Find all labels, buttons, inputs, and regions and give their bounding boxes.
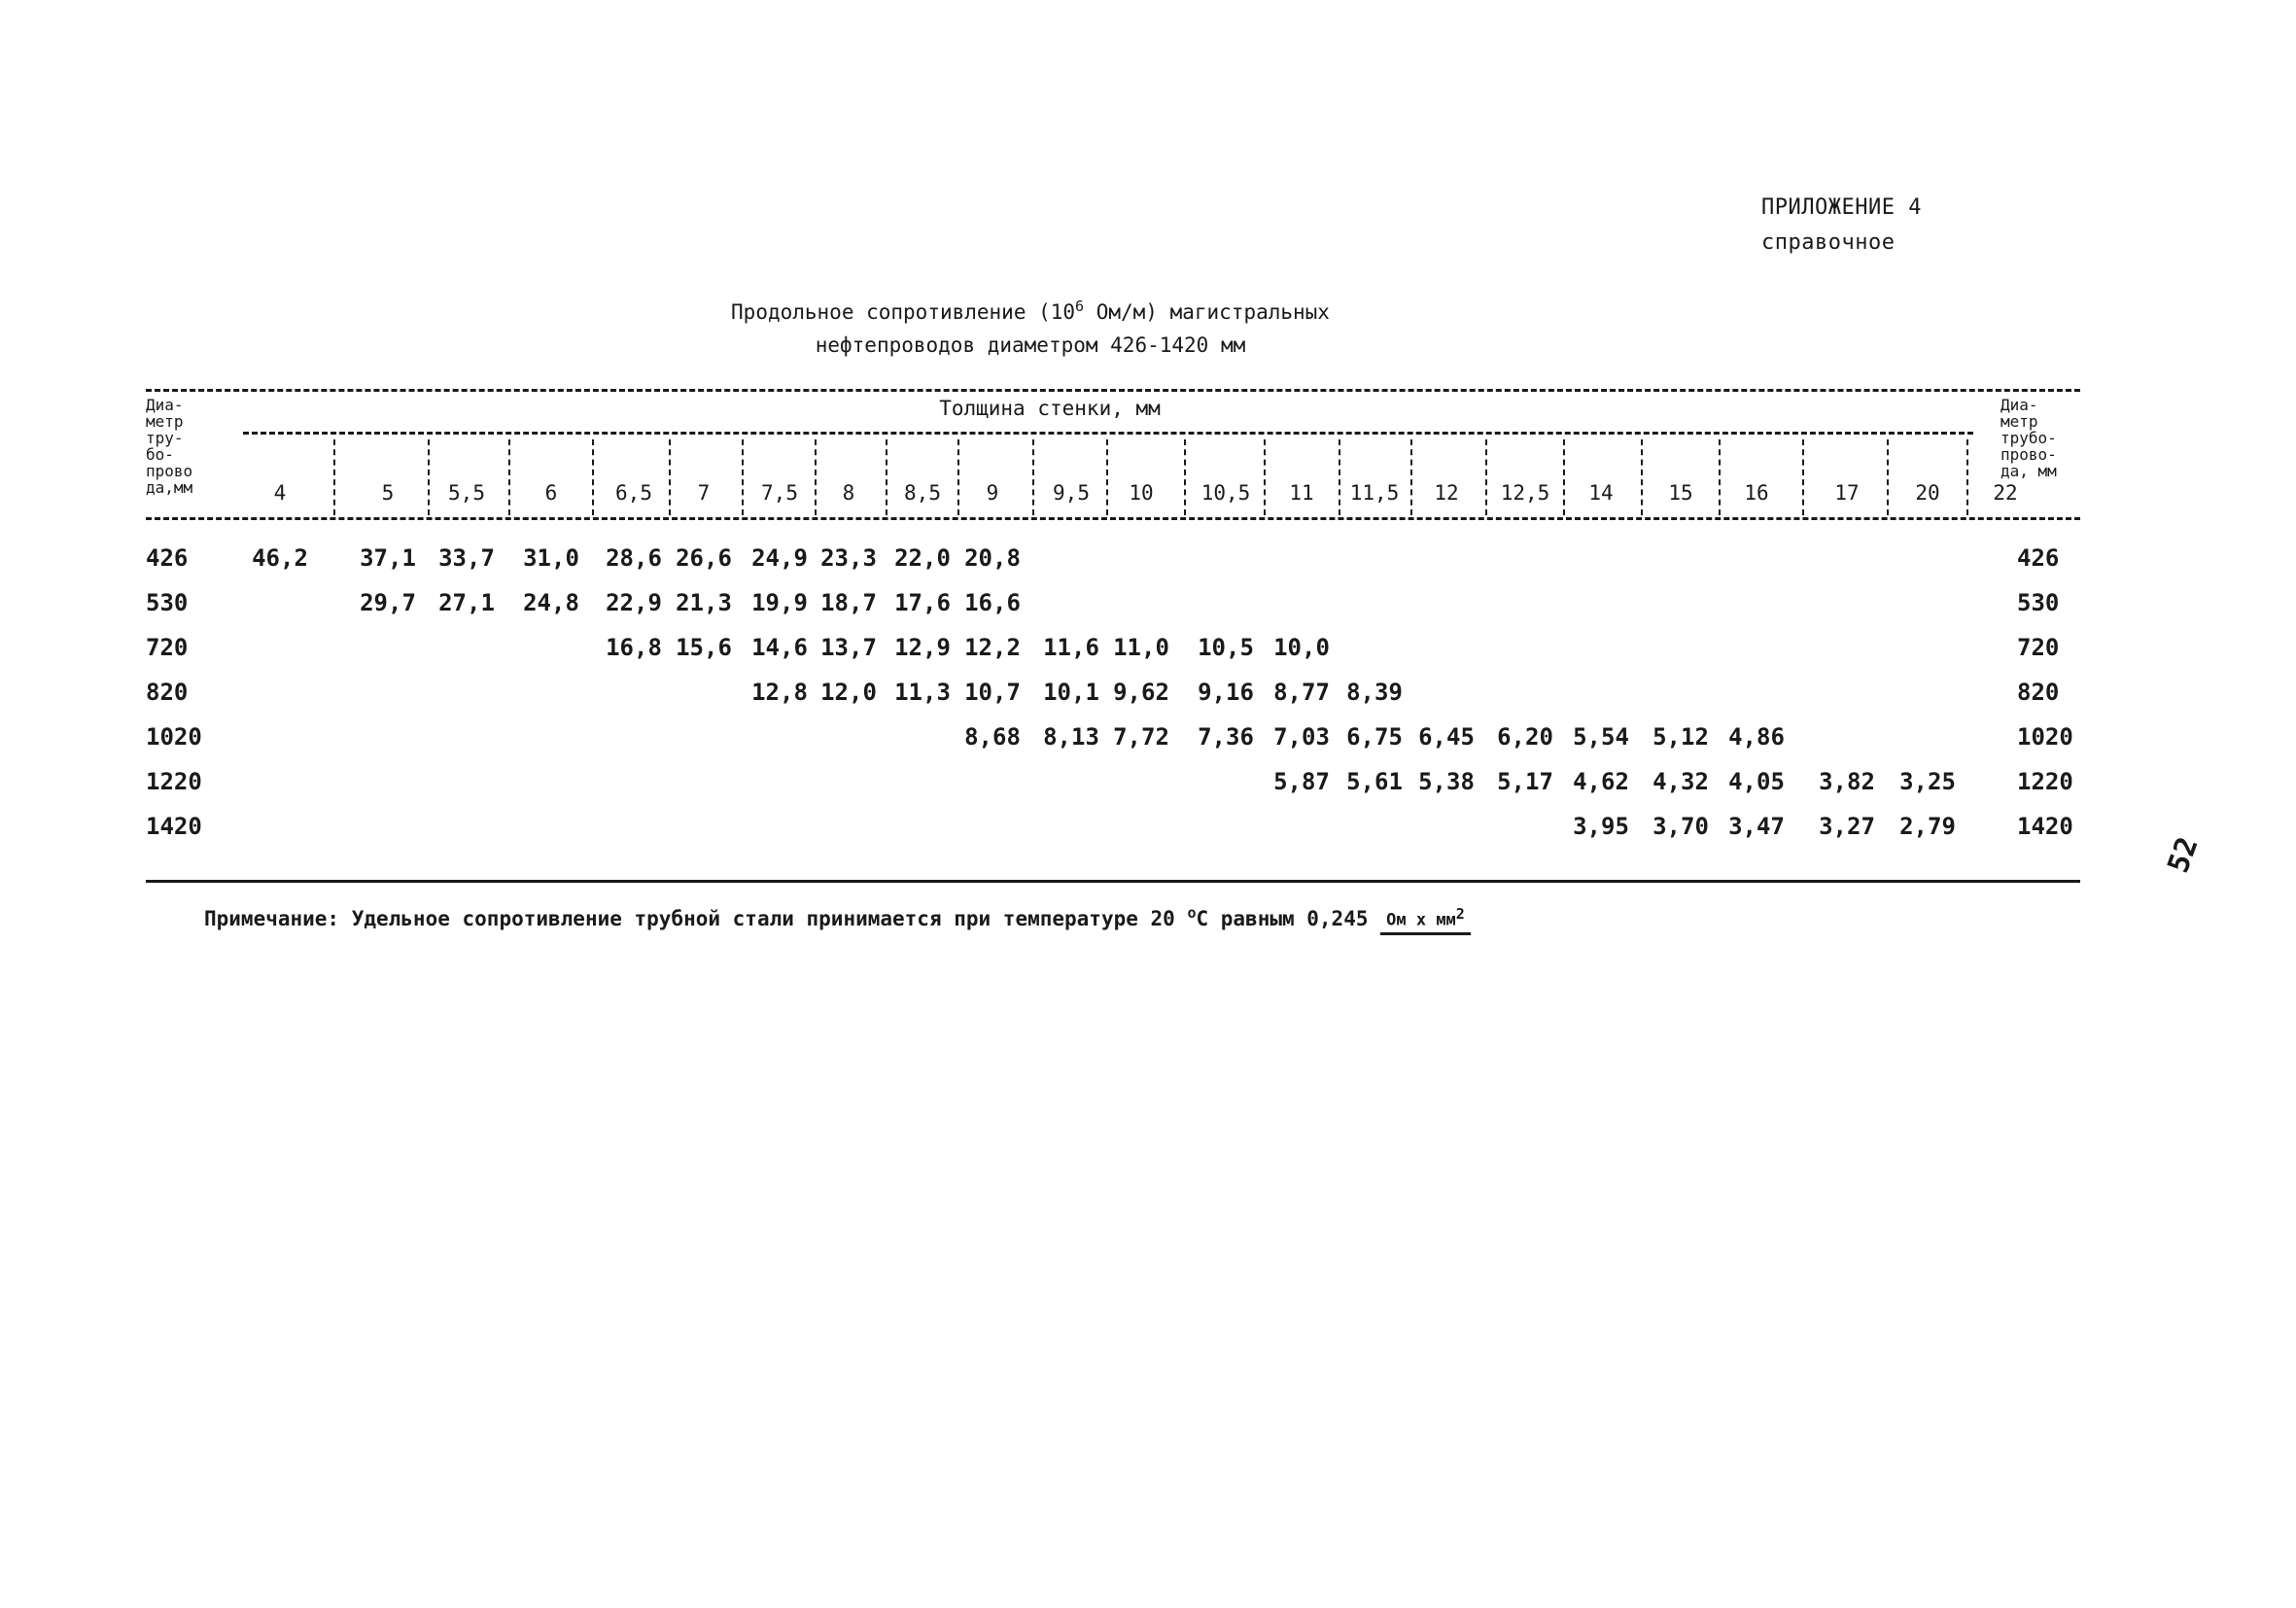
column-header-3: 6	[544, 481, 558, 505]
wall-thickness-header: Толщина стенки, мм	[939, 397, 1161, 420]
table-cell: 19,9	[751, 589, 808, 616]
table-cell: 29,7	[360, 589, 416, 616]
row-diameter-left: 530	[146, 589, 189, 616]
table-top-rule	[146, 389, 2080, 392]
row-diameter-right: 1220	[2017, 768, 2073, 795]
column-header-7: 8	[842, 481, 855, 505]
column-separator	[428, 439, 430, 515]
table-cell: 12,8	[751, 679, 808, 706]
column-separator	[1106, 439, 1108, 515]
column-header-6: 7,5	[761, 481, 798, 505]
note-prefix: Примечание:	[204, 907, 340, 930]
table-cell: 3,82	[1819, 768, 1875, 795]
table-cell: 13,7	[820, 634, 877, 661]
appendix-label	[1761, 191, 1922, 261]
table-cell: 2,79	[1899, 813, 1956, 840]
table-cell: 24,8	[523, 589, 579, 616]
table-cell: 8,68	[964, 723, 1021, 751]
column-header-8: 8,5	[904, 481, 941, 505]
table-cell: 3,70	[1652, 813, 1709, 840]
appendix-number: ПРИЛОЖЕНИЕ 4	[1761, 195, 1922, 220]
table-cell: 18,7	[820, 589, 877, 616]
table-title	[544, 290, 1516, 362]
header-sub-rule	[243, 432, 1973, 435]
table-cell: 8,77	[1273, 679, 1330, 706]
table-cell: 8,13	[1043, 723, 1099, 751]
table-cell: 46,2	[252, 544, 308, 572]
table-cell: 5,61	[1346, 768, 1403, 795]
row-diameter-left: 426	[146, 544, 189, 572]
table-cell: 6,20	[1497, 723, 1553, 751]
table-cell: 5,87	[1273, 768, 1330, 795]
column-header-10: 9,5	[1053, 481, 1090, 505]
column-separator	[1802, 439, 1804, 515]
table-cell: 17,6	[894, 589, 951, 616]
table-cell: 37,1	[360, 544, 416, 572]
column-header-4: 6,5	[615, 481, 652, 505]
row-diameter-right: 426	[2017, 544, 2060, 572]
column-separator	[1410, 439, 1412, 515]
table-cell: 5,54	[1573, 723, 1629, 751]
table-cell: 10,1	[1043, 679, 1099, 706]
row-diameter-left: 1020	[146, 723, 202, 751]
column-separator	[1485, 439, 1487, 515]
table-cell: 26,6	[676, 544, 732, 572]
table-cell: 12,9	[894, 634, 951, 661]
row-diameter-right: 1420	[2017, 813, 2073, 840]
row-diameter-left: 1220	[146, 768, 202, 795]
column-header-0: 4	[273, 481, 287, 505]
column-separator	[1563, 439, 1565, 515]
diameter-header-left: Диа- метр тру- бо- прово да,мм	[146, 396, 193, 497]
column-separator	[1719, 439, 1721, 515]
title-line-1: Продольное сопротивление ($10^6$ Ом/м) магистральных	[731, 297, 1330, 324]
table-cell: 10,0	[1273, 634, 1330, 661]
table-cell: 33,7	[438, 544, 495, 572]
header-bottom-rule	[146, 517, 2080, 520]
column-header-13: 11	[1289, 481, 1314, 505]
table-cell: 11,3	[894, 679, 951, 706]
table-cell: 7,03	[1273, 723, 1330, 751]
column-header-14: 11,5	[1349, 481, 1400, 505]
table-cell: 23,3	[820, 544, 877, 572]
table-cell: 31,0	[523, 544, 579, 572]
note-degree: о	[1187, 904, 1197, 922]
row-diameter-left: 720	[146, 634, 189, 661]
table-cell: 6,75	[1346, 723, 1403, 751]
table-cell: 20,8	[964, 544, 1021, 572]
row-diameter-right: 530	[2017, 589, 2060, 616]
table-cell: 12,2	[964, 634, 1021, 661]
column-separator	[1966, 439, 1968, 515]
table-cell: 7,36	[1198, 723, 1254, 751]
column-header-18: 15	[1668, 481, 1693, 505]
column-header-11: 10	[1129, 481, 1154, 505]
table-cell: 6,45	[1418, 723, 1475, 751]
resistance-table	[146, 389, 2080, 885]
column-separator	[1184, 439, 1186, 515]
table-cell: 5,38	[1418, 768, 1475, 795]
note-text-mid: С равным 0,245	[1196, 907, 1381, 930]
table-cell: 7,72	[1113, 723, 1169, 751]
column-separator	[1641, 439, 1643, 515]
column-header-21: 20	[1915, 481, 1940, 505]
note-unit-fraction: Ом х $мм^2$	[1380, 905, 1471, 935]
table-cell: 27,1	[438, 589, 495, 616]
note-text: Удельное сопротивление трубной стали принимается при температуре 20	[339, 907, 1188, 930]
table-cell: 3,47	[1728, 813, 1785, 840]
table-cell: 11,6	[1043, 634, 1099, 661]
column-separator	[1887, 439, 1889, 515]
row-diameter-left: 1420	[146, 813, 202, 840]
table-cell: 16,6	[964, 589, 1021, 616]
column-header-17: 14	[1588, 481, 1614, 505]
table-cell: 11,0	[1113, 634, 1169, 661]
table-cell: 14,6	[751, 634, 808, 661]
column-header-5: 7	[697, 481, 711, 505]
column-header-15: 12	[1434, 481, 1459, 505]
column-header-1: 5	[381, 481, 395, 505]
column-header-9: 9	[986, 481, 999, 505]
table-bottom-rule	[146, 880, 2080, 883]
table-cell: 28,6	[606, 544, 662, 572]
column-separator	[815, 439, 817, 515]
table-cell: 4,62	[1573, 768, 1629, 795]
column-separator	[592, 439, 594, 515]
column-separator	[333, 439, 335, 515]
table-cell: 22,9	[606, 589, 662, 616]
table-cell: 3,95	[1573, 813, 1629, 840]
row-diameter-left: 820	[146, 679, 189, 706]
column-header-19: 16	[1744, 481, 1769, 505]
column-separator	[508, 439, 510, 515]
row-diameter-right: 820	[2017, 679, 2060, 706]
table-cell: 16,8	[606, 634, 662, 661]
table-cell: 3,27	[1819, 813, 1875, 840]
table-cell: 10,5	[1198, 634, 1254, 661]
table-cell: 12,0	[820, 679, 877, 706]
title-line-2: нефтепроводов диаметром 426-1420 мм	[815, 333, 1246, 357]
row-diameter-right: 1020	[2017, 723, 2073, 751]
table-cell: 15,6	[676, 634, 732, 661]
table-cell: 4,05	[1728, 768, 1785, 795]
table-cell: 21,3	[676, 589, 732, 616]
diameter-header-right: Диа- метр трубо- прово- да, мм	[2000, 396, 2057, 480]
column-separator	[742, 439, 744, 515]
table-cell: 9,16	[1198, 679, 1254, 706]
table-cell: 10,7	[964, 679, 1021, 706]
column-header-20: 17	[1834, 481, 1860, 505]
table-cell: 4,32	[1652, 768, 1709, 795]
table-note	[204, 904, 1471, 935]
table-cell: 5,17	[1497, 768, 1553, 795]
table-cell: 8,39	[1346, 679, 1403, 706]
table-cell: 5,12	[1652, 723, 1709, 751]
table-cell: 4,86	[1728, 723, 1785, 751]
column-header-12: 10,5	[1200, 481, 1251, 505]
column-separator	[886, 439, 887, 515]
page-number: 52	[2161, 832, 2206, 878]
column-separator	[1032, 439, 1034, 515]
table-cell: 3,25	[1899, 768, 1956, 795]
table-cell: 9,62	[1113, 679, 1169, 706]
column-separator	[1339, 439, 1340, 515]
table-cell: 24,9	[751, 544, 808, 572]
column-separator	[669, 439, 671, 515]
column-separator	[957, 439, 959, 515]
table-cell: 22,0	[894, 544, 951, 572]
column-header-2: 5,5	[448, 481, 485, 505]
column-header-16: 12,5	[1500, 481, 1550, 505]
column-header-22: 22	[1993, 481, 2018, 505]
row-diameter-right: 720	[2017, 634, 2060, 661]
column-separator	[1264, 439, 1266, 515]
appendix-type: справочное	[1761, 230, 1896, 255]
